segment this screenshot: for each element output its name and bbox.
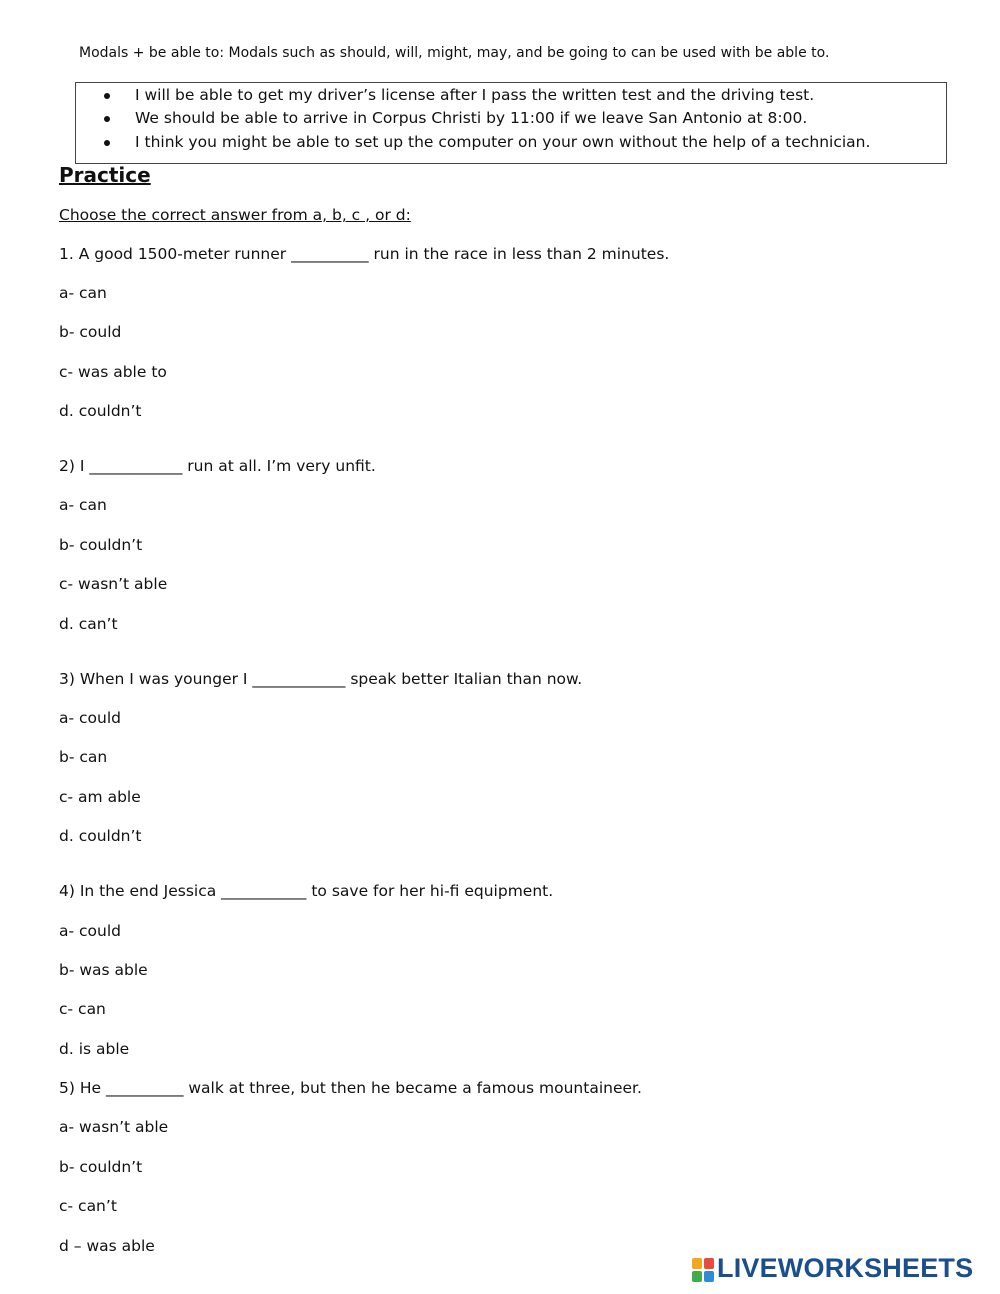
option-3b[interactable]: b- can (59, 748, 108, 766)
option-4c[interactable]: c- can (59, 1000, 106, 1018)
logo-mark-icon (692, 1258, 714, 1282)
option-5c[interactable]: c- can’t (59, 1197, 117, 1215)
option-4d[interactable]: d. is able (59, 1040, 130, 1058)
question-5: 5) He __________ walk at three, but then he became a famous mountaineer. (59, 1079, 642, 1097)
instruction: Choose the correct answer from a, b, c , or d: (59, 206, 411, 224)
intro-text: Modals + be able to: Modals such as should, will, might, may, and be going to can be used with be able to. (79, 45, 830, 61)
question-2: 2) I ____________ run at all. I’m very unfit. (59, 457, 376, 475)
question-3: 3) When I was younger I ____________ speak better Italian than now. (59, 670, 583, 688)
option-2d[interactable]: d. can’t (59, 615, 118, 633)
question-4: 4) In the end Jessica ___________ to save for her hi-fi equipment. (59, 882, 554, 900)
option-3a[interactable]: a- could (59, 709, 121, 727)
option-1a[interactable]: a- can (59, 284, 107, 302)
option-4a[interactable]: a- could (59, 922, 121, 940)
option-2c[interactable]: c- wasn’t able (59, 575, 168, 593)
option-1c[interactable]: c- was able to (59, 363, 167, 381)
liveworksheets-logo[interactable] (692, 1254, 992, 1286)
practice-heading: Practice (59, 163, 151, 187)
option-2a[interactable]: a- can (59, 496, 107, 514)
option-1d[interactable]: d. couldn’t (59, 402, 142, 420)
question-1: 1. A good 1500-meter runner __________ run in the race in less than 2 minutes. (59, 245, 670, 263)
option-3d[interactable]: d. couldn’t (59, 827, 142, 845)
option-5d[interactable]: d – was able (59, 1237, 155, 1255)
option-2b[interactable]: b- couldn’t (59, 536, 143, 554)
logo-text: LIVEWORKSHEETS (717, 1253, 974, 1283)
option-5b[interactable]: b- couldn’t (59, 1158, 143, 1176)
option-4b[interactable]: b- was able (59, 961, 148, 979)
option-1b[interactable]: b- could (59, 323, 122, 341)
option-3c[interactable]: c- am able (59, 788, 141, 806)
option-5a[interactable]: a- wasn’t able (59, 1118, 169, 1136)
